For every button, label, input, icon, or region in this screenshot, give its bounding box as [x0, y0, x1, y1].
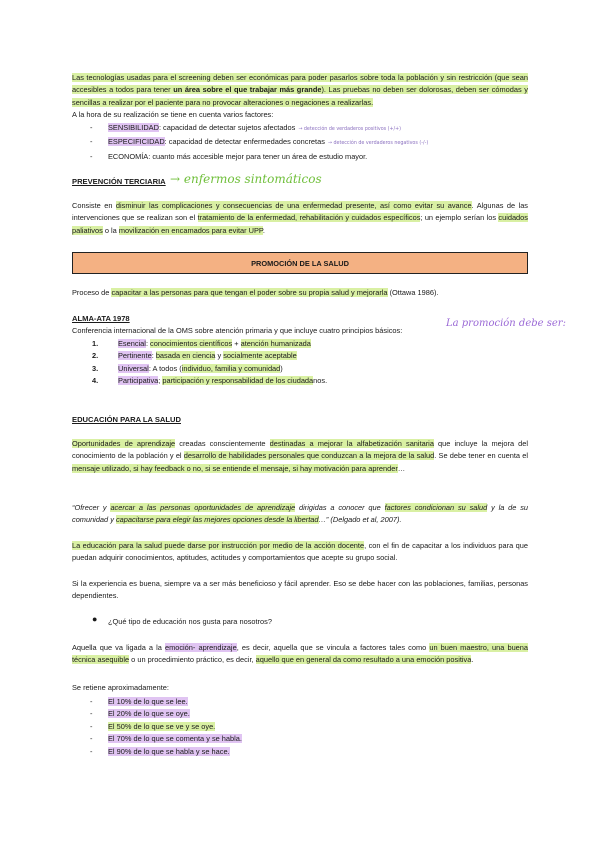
bullet-dot-icon: ● — [92, 614, 98, 624]
section-heading: PREVENCIÓN TERCIARIA — [72, 177, 166, 186]
text-span: . — [262, 225, 265, 235]
retention-text: El 70% de lo que se comenta y se habla. — [108, 734, 242, 744]
text-span: : A todos ( — [148, 363, 182, 373]
factor-name: ESPECIFICIDAD — [108, 137, 165, 147]
highlight-span: mensaje utilizado, si hay feedback o no, si se entiende el mensaje, si hay motivación para aprender — [72, 463, 398, 473]
principle-item — [72, 375, 528, 387]
section-heading: ALMA-ATA 1978 — [72, 314, 130, 323]
educacion-paragraph-1 — [72, 438, 528, 475]
retains-intro: Se retiene aproximadamente: — [72, 683, 169, 692]
educacion-paragraph-3: Si la experiencia es buena, siempre va a ser más beneficioso y fácil aprender. Eso se debe hacer con las poblaciones, familias, personas dependientes. — [72, 579, 528, 601]
highlight-span: acercar a las personas oportunidades de aprendizaje — [110, 503, 296, 512]
highlight-span: emoción- aprendizaje — [164, 643, 237, 652]
highlight-span: desarrollo de habilidades personales que conduzcan a la mejora de la salud — [183, 451, 435, 461]
screening-text-1: Las tecnologías usadas para el screening deben ser económicas para poder pasarlos sobre toda la población y sin restricción (que sean accesibles a todos para tener — [72, 73, 528, 95]
factor-desc: : capacidad de detectar enfermedades concretas — [164, 137, 325, 147]
list-number: 4. — [92, 376, 99, 386]
highlight-span: destinadas a mejorar la alfabetización sanitaria — [269, 439, 434, 448]
text-span: ) — [280, 363, 283, 373]
text-span: y — [215, 351, 224, 361]
highlight-span: basada en ciencia — [155, 351, 216, 361]
list-number: 2. — [92, 351, 99, 361]
text-span: ; un ejemplo serían los — [420, 213, 499, 223]
text-span: . Se debe tener en cuenta el — [434, 451, 528, 461]
retention-item: - El 50% de lo que se ve y se oye. — [90, 721, 216, 731]
text-span: . Algunas de las intervenciones que se realizan son el — [72, 201, 528, 223]
retention-text: El 50% de lo que se ve y se oye. — [108, 721, 216, 731]
text-span: …” (Delgado et al, 2007). — [318, 515, 402, 525]
highlight-span: La educación para la salud puede darse por instrucción por medio de la acción docente — [72, 541, 365, 550]
principle-name: Pertinente — [118, 351, 152, 361]
text-span: : — [145, 339, 151, 348]
highlight-span: participación y responsabilidad de los ciudada — [162, 376, 314, 386]
handwritten-annotation: → enfermos sintomáticos — [170, 172, 322, 186]
educacion-quote — [72, 502, 528, 527]
text-span: (Ottawa 1986). — [387, 288, 439, 297]
promocion-salud-banner: PROMOCIÓN DE LA SALUD — [72, 252, 528, 274]
highlight-span: aquello que en general da como resultado a una emoción positiva — [255, 655, 472, 665]
text-span: . — [471, 655, 474, 665]
factor-desc: : capacidad de detectar sujetos afectados — [158, 123, 296, 132]
screening-text-2: un área sobre el que trabajar más grande — [173, 85, 322, 95]
text-span: Consiste en — [72, 201, 116, 210]
text-span: Proceso de — [72, 288, 112, 297]
principle-item — [72, 350, 528, 362]
list-number: 3. — [92, 363, 99, 373]
factor-item: - ECONOMÍA: cuanto más accesible mejor para tener un área de estudio mayor. — [90, 151, 368, 161]
text-span: ; — [158, 376, 163, 386]
promocion-definition — [72, 287, 528, 299]
principle-name: Participativa — [118, 376, 159, 386]
prevencion-terciaria-paragraph — [72, 200, 528, 237]
text-span: que incluye la mejora del conocimiento de la población y el — [72, 439, 529, 461]
highlight-span: Oportunidades de aprendizaje — [72, 439, 176, 448]
screening-text-4: Las pruebas no deben ser dolorosas, deben ser cómodas y sencillas a realizar por el paciente para no provocar alteraciones o negaciones a realizarlas. — [72, 85, 528, 107]
text-span: creadas conscientemente — [175, 439, 270, 448]
highlight-span: un buen maestro, una buena técnica asequible — [72, 643, 529, 665]
highlight-span: factores condicionan su salud — [384, 503, 488, 512]
screening-text-3: ). — [321, 85, 329, 95]
principle-item — [72, 363, 528, 375]
text-span: , con el fin de capacitar a los individuos para que puedan adquirir conocimientos, aptitudes, actitudes y comportamientos que acepte su grupo social. — [72, 541, 528, 563]
principle-name: Universal — [118, 363, 149, 373]
highlight-span: capacitarse para elegir las mejores opciones desde la libertad — [115, 515, 319, 525]
highlight-span: individuo, familia y comunidad — [181, 363, 281, 373]
educacion-paragraph-4 — [72, 642, 528, 667]
text-span: + — [232, 339, 241, 348]
screening-paragraph — [72, 72, 528, 122]
handwritten-note: → detección de verdaderos positivos (+/+) — [298, 127, 402, 132]
section-heading: EDUCACIÓN PARA LA SALUD — [72, 415, 181, 424]
factor-item: - ESPECIFICIDAD: capacidad de detectar enfermedades concretas → detección de verdaderos negativos (-/-) — [90, 137, 429, 147]
highlight-span: cuidados paliativos — [72, 213, 528, 235]
factor-name: ECONOMÍA — [108, 151, 149, 161]
retention-text: El 10% de lo que se lee. — [108, 697, 188, 706]
principle-item — [72, 338, 528, 350]
retention-text: El 20% de lo que se oye. — [108, 709, 190, 719]
retention-list — [72, 696, 528, 758]
text-span: dirigidas a conocer que — [295, 503, 385, 512]
highlight-span: tratamiento de la enfermedad, rehabilitación y cuidados específicos — [197, 213, 421, 223]
text-span: o la — [102, 225, 119, 235]
highlight-span: conocimientos científicos — [150, 339, 233, 348]
screening-factors-intro: A la hora de su realización se tiene en cuenta varios factores: — [72, 110, 274, 120]
principles-list — [72, 338, 528, 388]
retention-item: - El 10% de lo que se lee. — [90, 697, 188, 706]
highlight-span: disminuir las complicaciones y consecuencias de una enfermedad presente, así como evitar su avance — [115, 201, 472, 210]
text-span: y la de su comunidad y — [72, 503, 529, 525]
text-span: : — [151, 351, 156, 361]
handwritten-note: → detección de verdaderos negativos (-/-) — [327, 141, 429, 147]
educacion-heading-row — [72, 414, 528, 426]
retention-text: El 90% de lo que se habla y se hace. — [108, 746, 230, 756]
factor-name: SENSIBILIDAD — [108, 123, 159, 132]
highlight-span: atención humanizada — [240, 339, 311, 348]
alma-ata-intro: Conferencia internacional de la OMS sobre atención primaria y que incluye cuatro principios básicos: — [72, 326, 403, 336]
text-span: o un procedimiento práctico, es decir, — [129, 655, 256, 665]
text-span: nos. — [313, 376, 328, 386]
principle-name: Esencial — [118, 339, 146, 348]
factors-list — [72, 122, 528, 163]
factor-desc: : cuanto más accesible mejor para tener un área de estudio mayor. — [148, 151, 368, 161]
retention-item: - El 20% de lo que se oye. — [90, 709, 190, 719]
text-span: “Ofrecer y — [72, 503, 111, 512]
highlight-span: movilización en encamados para evitar UPP — [118, 225, 263, 235]
retention-item: - El 90% de lo que se habla y se hace. — [90, 746, 230, 756]
text-span: Aquella que va ligada a la — [72, 643, 165, 652]
retention-item: - El 70% de lo que se comenta y se habla. — [90, 734, 242, 744]
handwritten-annotation: La promoción debe ser: — [446, 318, 566, 329]
text-span: … — [397, 463, 406, 473]
list-number: 1. — [92, 339, 99, 348]
educacion-question: ¿Qué tipo de educación nos gusta para nosotros? — [108, 617, 272, 626]
highlight-span: socialmente aceptable — [223, 351, 297, 361]
factor-item: - SENSIBILIDAD: capacidad de detectar sujetos afectados → detección de verdaderos positivos (+/+) — [90, 123, 402, 132]
highlight-span: capacitar a las personas para que tengan el poder sobre su propia salud y mejorarla — [111, 288, 388, 297]
text-span: , es decir, aquella que se vincula a factores tales como — [236, 643, 430, 652]
educacion-paragraph-2 — [72, 540, 528, 565]
